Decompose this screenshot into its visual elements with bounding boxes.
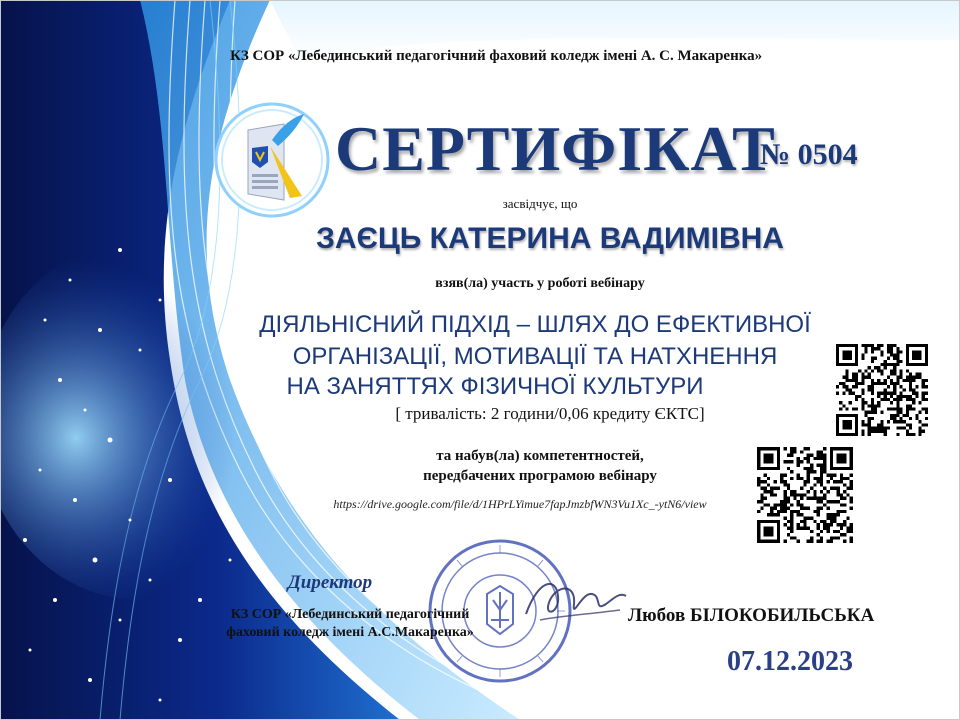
director-name: Любов БІЛОКОБИЛЬСЬКА: [628, 605, 875, 626]
webinar-title-line: ДІЯЛЬНІСНИЙ ПІДХІД – ШЛЯХ ДО ЕФЕКТИВНОЇ: [259, 311, 811, 338]
director-label: Директор: [287, 572, 373, 593]
issue-date: 07.12.2023: [727, 646, 853, 677]
webinar-title-line: НА ЗАНЯТТЯХ ФІЗИЧНОЇ КУЛЬТУРИ: [286, 373, 704, 400]
webinar-title-line: ОРГАНІЗАЦІЇ, МОТИВАЦІЇ ТА НАТХНЕННЯ: [292, 343, 778, 370]
recipient-name: ЗАЄЦЬ КАТЕРИНА ВАДИМІВНА: [316, 222, 784, 255]
certificate-number: № 0504: [760, 138, 858, 171]
director-org-line: КЗ СОР «Лебединський педагогічний: [230, 607, 470, 622]
competence-line: та набув(ла) компетентностей,: [436, 448, 644, 464]
qr-code-icon[interactable]: [836, 344, 928, 436]
qr-code-icon[interactable]: [757, 447, 853, 543]
director-organization: [150, 606, 550, 642]
director-org-line: фаховий коледж імені А.С.Макаренка»: [226, 625, 474, 640]
certificate-title: СЕРТИФІКАТ: [335, 113, 776, 184]
participation-text: взяв(ла) участь у роботі вебінару: [435, 276, 645, 291]
competence-text: [330, 446, 750, 486]
institution-name: КЗ СОР «Лебединський педагогічний фаховий коледж імені А. С. Макаренка»: [230, 48, 763, 64]
competence-line: передбачених програмою вебінару: [423, 468, 657, 484]
certifies-text: засвідчує, що: [502, 196, 578, 211]
webinar-url[interactable]: https://drive.google.com/file/d/1HPrLYimue7fapJmzbfWN3Vu1Xc_-ytN6/view: [333, 497, 707, 511]
college-emblem-icon: [212, 100, 332, 220]
duration-text: [ тривалість: 2 години/0,06 кредиту ЄКТС]: [395, 404, 705, 423]
